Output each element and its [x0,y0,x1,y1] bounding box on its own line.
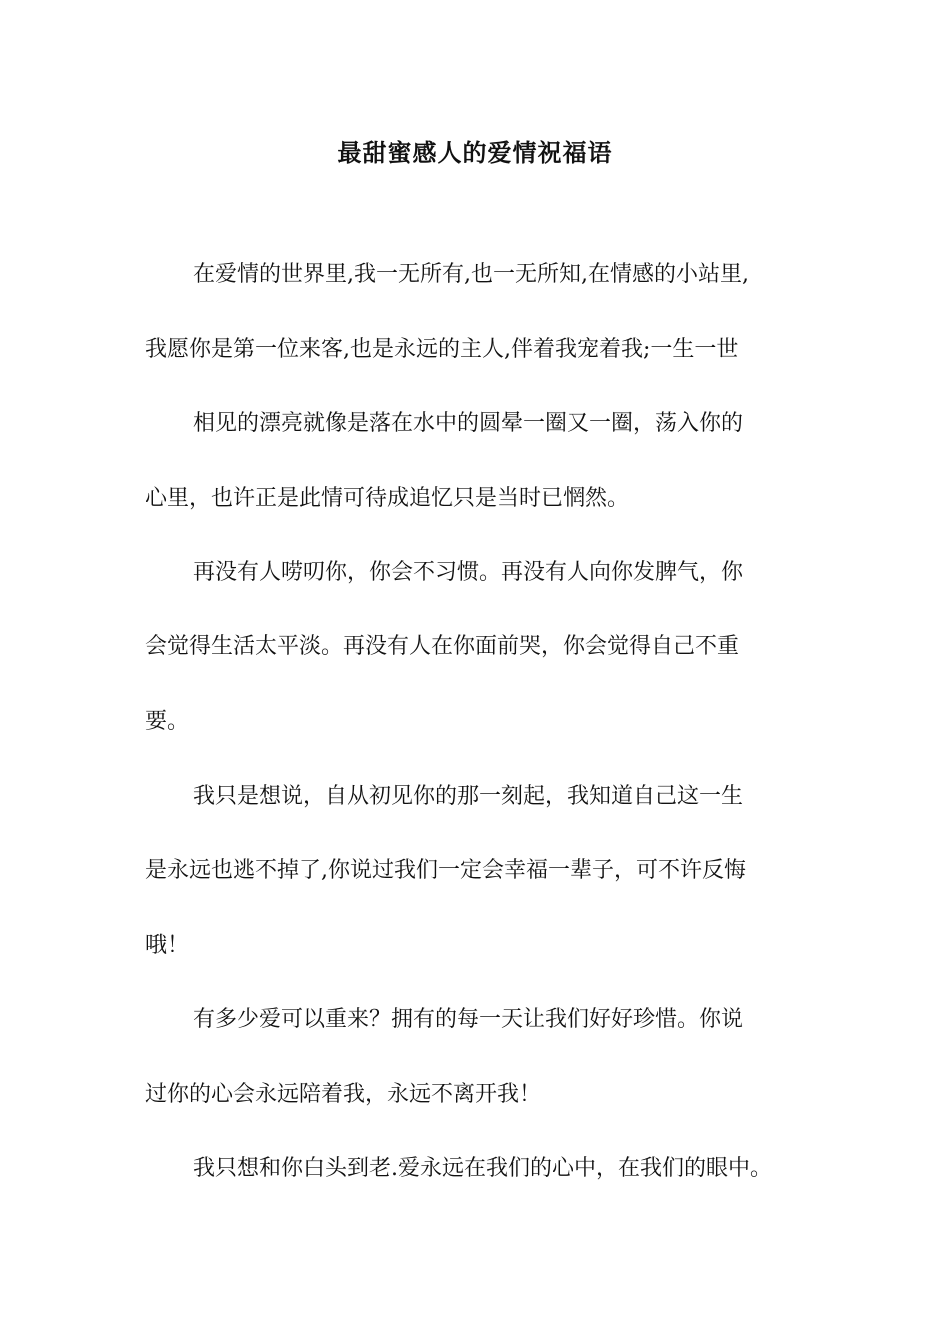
document-title: 最甜蜜感人的爱情祝福语 [337,138,613,167]
paragraph-4-line-2: 是永远也逃不掉了,你说过我们一定会幸福一辈子，可不许反悔 [145,858,746,883]
paragraph-1-line-1: 在爱情的世界里,我一无所有,也一无所知,在情感的小站里, [193,262,749,287]
paragraph-5-line-1: 有多少爱可以重来？拥有的每一天让我们好好珍惜。你说 [193,1007,744,1032]
paragraph-1-line-2: 我愿你是第一位来客,也是永远的主人,伴着我宠着我;一生一世 [145,337,739,362]
paragraph-5-line-2: 过你的心会永远陪着我，永远不离开我！ [145,1082,542,1107]
paragraph-2-line-2: 心里，也许正是此情可待成追忆只是当时已惘然。 [145,486,630,511]
paragraph-3-line-1: 再没有人唠叨你，你会不习惯。再没有人向你发脾气，你 [193,560,744,585]
paragraph-4-line-1: 我只是想说，自从初见你的那一刻起，我知道自己这一生 [193,784,744,809]
paragraph-3-line-2: 会觉得生活太平淡。再没有人在你面前哭，你会觉得自己不重 [145,634,740,659]
paragraph-6-line-1: 我只想和你白头到老.爱永远在我们的心中，在我们的眼中。 [193,1156,772,1181]
paragraph-3-line-3: 要。 [145,709,190,734]
paragraph-2-line-1: 相见的漂亮就像是落在水中的圆晕一圈又一圈，荡入你的 [193,411,744,436]
paragraph-4-line-3: 哦！ [145,933,190,958]
